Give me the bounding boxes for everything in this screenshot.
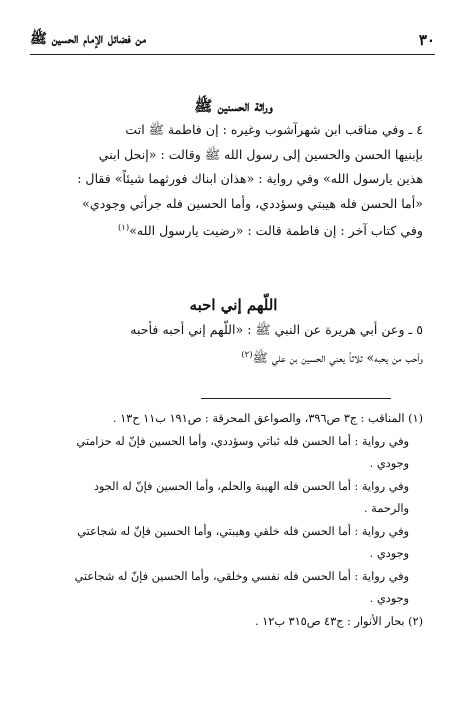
footnote-line: (١) المناقب : ج٣ ص٣٩٦، والصواعق المحرقة : ص١٩١ ب١١ ح١٣ . [112, 412, 423, 425]
text-line-content: وفي كتاب آخر : إن فاطمة قالت : «رضيت يارسول الله» [129, 223, 423, 239]
text-line: ٥ ـ وعن أبي هريرة عن النبي ﷺ : «اللّهم إني أحبه فأحبه [130, 322, 423, 337]
footnote-line: (٢) بحار الأنوار : ج٤٣ ص٣١٥ ب١٢ . [254, 614, 423, 628]
footnote-divider [201, 398, 391, 399]
page-number: ٣٠ [418, 31, 435, 49]
text-line: «أما الحسن فله هيبتي وسؤددي، وأما الحسين فله جرأتي وجودي» [82, 195, 423, 211]
footnote-line: وفي رواية : أما الحسن فله الهيبة والحلم، وأما الحسين فإنّ له الجود [93, 479, 409, 493]
text-line [44, 343, 423, 371]
footnote-line: وجودي . [369, 592, 409, 605]
running-title: من فضائل الإمام الحسين ﷺ [30, 31, 146, 47]
section-heading-love: اللّهم إني احبه [189, 296, 278, 314]
footnotes [44, 408, 423, 633]
footnote-line: وفي رواية : أما الحسن فله نفسي وخلقي، وأما الحسين فإنّ له شجاعتي [74, 569, 409, 583]
paragraph-love [44, 318, 423, 370]
text-line-content: وأحب من يحبه» ثلاثاً يعني الحسين بن علي ﷺ [252, 349, 423, 365]
footnote-line: والرحمة . [363, 502, 409, 515]
footnote-line: وجودي . [369, 457, 409, 470]
text-line [44, 216, 423, 244]
text-line: هذين يارسول الله» وفي رواية : «هذان ابناك فورثهما شيئاً» فقال : [77, 171, 423, 187]
section-heading-inheritance: وراثة الحسنين ﷺ [194, 97, 273, 115]
text-line: ٤ ـ وفي مناقب ابن شهرآشوب وغيره : إن فاطمة ﷺ اتت [125, 122, 423, 137]
footnote-line: وفي رواية : أما الحسن فله خلقي وهيبتي، وأما الحسين فإنّ له شجاعتي [77, 524, 409, 538]
paragraph-inheritance [44, 118, 423, 244]
footnote-marker: (٢) [241, 349, 253, 360]
page-header [30, 26, 435, 55]
footnote-marker: (١) [117, 223, 130, 234]
footnote-line: وجودي . [369, 547, 409, 560]
text-line: بإبنيها الحسن والحسين إلى رسول الله ﷺ وقالت : «إنحل ابني [98, 146, 423, 162]
footnote-line: وفي رواية : أما الحسن فله ثباتي وسؤددي، وأما الحسين فإنّ له حزامتي [76, 434, 409, 448]
